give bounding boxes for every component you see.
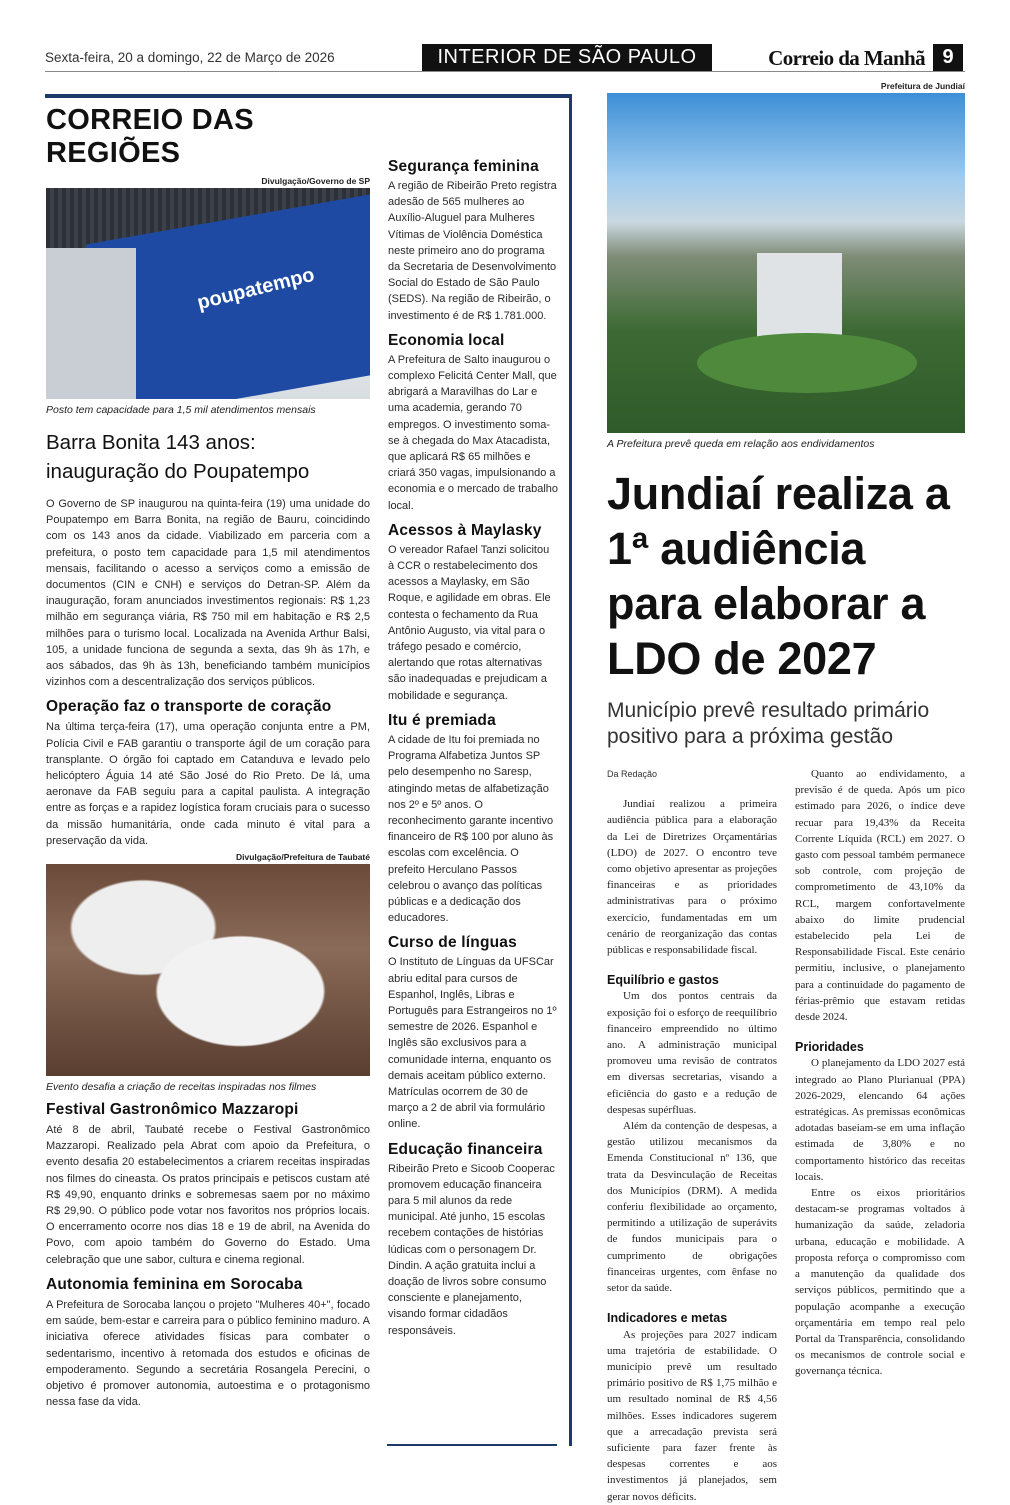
subheadline: Município prevê resultado primário positivo para a próxima gestão [607, 699, 930, 748]
brief-title: Segurança feminina [388, 158, 539, 175]
article-body: O Governo de SP inaugurou na quinta-feira (19) uma unidade do Poupatempo em Barra Bonita, na região de Bauru, coincidindo com os 143 anos da cidade. Viabilizado em parceria com a prefeitura, o posto tem capacidade para 1,5 mil atendimentos mensais, facilitando o acesso a serviços como a emissão de documentos (CIN e CNH) e serviços do Detran-SP. Além da inauguração, foram anunciados investimentos regionais: R$ 1,23 milhão em segurança viária, R$ 750 mil em habitação e R$ 2,5 milhões para o turismo local. Localizada na Avenida Arthur Balsi, 105, a unidade funciona de segunda a sexta, das 9h às 17h, e aos sábados, das 9h às 13h, beneficiando também municípios vizinhos com a descentralização dos serviços públicos. [46, 498, 370, 689]
brief [388, 934, 558, 1132]
article-body: Na última terça-feira (17), uma operação conjunta entre a PM, Polícia Civil e FAB garantiu o transporte ágil de um coração para transplante. O órgão foi captado em Catanduva e levado pelo helicóptero Águia 14 até São José do Rio Preto. De lá, uma aeronave da FAB seguiu para a capital paulista. A integração entre as forças e a rapidez logística foram cruciais para o sucesso da missão humanitária, onde cada minuto é vital para a preservação da vida. [46, 721, 370, 847]
subheading: Prioridades [795, 1040, 864, 1055]
article-title: Festival Gastronômico Mazzaropi [46, 1101, 299, 1119]
frame-top-rule [45, 94, 572, 98]
brief-body: A região de Ribeirão Preto registra adesão de 565 mulheres ao Auxílio-Aluguel para Mulheres Vítimas de Violência Doméstica neste primeiro ano do programa da Secretaria de Desenvolvimento Social do Estado de São Paulo (SEDS). Na região de Ribeirão, o investimento é de R$ 1.781.000. [388, 180, 557, 322]
newspaper-logo: Correio da Manhã [768, 46, 925, 70]
headline: Jundiaí realiza a 1ª audiência para elaborar a LDO de 2027 [607, 468, 950, 684]
left-column [46, 104, 370, 1410]
photo-caption: Posto tem capacidade para 1,5 mil atendimentos mensais [46, 404, 316, 416]
article-body: A Prefeitura de Sorocaba lançou o projeto "Mulheres 40+", focado em saúde, bem-estar e carreira para o público feminino maduro. A iniciativa oferece atividades físicas para combater o sedentarismo, incentivo à retomada dos estudos e oficinas de empoderamento. Segundo a secretária Rosangela Perecini, o objetivo é promover autonomia, autoestima e o protagonismo nessa fase da vida. [46, 1298, 370, 1409]
article-body: Até 8 de abril, Taubaté recebe o Festival Gastronômico Mazzaropi. Realizado pela Abrat com apoio da Prefeitura, o evento desafia 20 estabelecimentos a criarem receitas inspiradas nos filmes do cineasta. Os pratos principais e petiscos custam até R$ 49,90, enquanto drinks e sobremesas saem por no máximo R$ 29,90. O público pode votar nos favoritos nos próprios locais. O encerramento ocorre nos dias 18 e 19 de abril, na Avenida do Povo, com apoio também do Governo do Estado. Uma celebração que une sabor, cultura e cinema regional. [46, 1124, 370, 1266]
brief-title: Economia local [388, 331, 505, 349]
paragraph: O planejamento da LDO 2027 está integrado ao Plano Plurianual (PPA) 2026-2029, elencando 64 ações estratégicas. As premissas econômicas adotadas baseiam-se em uma inflação estimada de 3,80% e no comportamento histórico das receitas locais. [795, 1057, 965, 1183]
section-title: CORREIO DAS REGIÕES [46, 104, 254, 169]
issue-date: Sexta-feira, 20 a domingo, 22 de Março de 2026 [45, 50, 335, 65]
briefs-column [388, 150, 558, 1339]
photo-caption: Evento desafia a criação de receitas inspiradas nos filmes [46, 1081, 317, 1094]
paragraph: Jundiaí realizou a primeira audiência pública para a elaboração da Lei de Diretrizes Orçamentárias (LDO) de 2027. O encontro teve como objetivo apresentar as projeções financeiras e as prioridades administrativas para o próximo exercício, fundamentadas em um cenário de reorganização das contas públicas e responsabilidade fiscal. [607, 798, 777, 957]
jundiai-aerial-photo [607, 93, 965, 433]
paragraph: Um dos pontos centrais da exposição foi o esforço de reequilíbrio financeiro empreendido no último ano. A administração municipal promoveu uma revisão de contratos em diversas secretarias, visando a eficiência do gasto e a redução de despesas supérfluas. [607, 990, 777, 1116]
brief-body: A cidade de Itu foi premiada no Programa Alfabetiza Juntos SP pelo desempenho no Saresp, atingindo metas de alfabetização nos 2º e 5º anos. O reconhecimento garante incentivo financeiro de R$ 100 por aluno às escolas com excelência. O prefeito Herculano Passos celebrou o avanço das políticas públicas e a dedicação dos educadores. [388, 733, 554, 925]
lead-article [607, 81, 965, 1505]
brief-title: Curso de línguas [388, 934, 517, 952]
poupatempo-sign: poupatempo [195, 263, 317, 315]
brief [388, 712, 558, 926]
article-column-2 [795, 766, 965, 1505]
paragraph: Entre os eixos prioritários destacam-se programas voltados à humanização da saúde, zeladoria urbana, educação e mobilidade. A proposta reforça o compromisso com a manutenção da qualidade dos serviços públicos, permitindo que a população acompanhe a execução orçamentária em tempo real pelo Portal da Transparência, consolidando os mecanismos de controle social e governança técnica. [795, 1187, 965, 1378]
photo-credit: Prefeitura de Jundiaí [880, 81, 965, 91]
brief-body: A Prefeitura de Salto inaugurou o complexo Felicitá Center Mall, que abrigará a Maravilhas do Lar e uma academia, gerando 70 empregos. O investimento soma-se à chegada do Max Atacadista, que aplicará R$ 65 milhões e criará 350 vagas, impulsionando a economia e o mercado de trabalho local. [388, 353, 558, 512]
gastronomy-photo [46, 864, 370, 1076]
brief [388, 522, 558, 704]
subheading: Equilíbrio e gastos [607, 973, 719, 988]
article-title: Autonomia feminina em Sorocaba [46, 1275, 303, 1293]
paragraph: As projeções para 2027 indicam uma trajetória de estabilidade. O município prevê um resultado primário positivo de R$ 1,75 milhão e um resultado nominal de R$ 4,56 milhões. Esses indicadores sugerem que a arrecadação prevista será suficiente para fazer frente às despesas correntes e aos investimentos já planejados, sem gerar novos déficits. [607, 1328, 777, 1503]
photo-caption: A Prefeitura prevê queda em relação aos endividamentos [607, 438, 875, 450]
photo-credit: Divulgação/Prefeitura de Taubaté [236, 852, 370, 863]
brief-body: Ribeirão Preto e Sicoob Cooperac promovem educação financeira para 5 mil alunos da rede municipal. Até junho, 15 escolas recebem contações de histórias lúdicas com o personagem Dr. Dindin. A ação gratuita inclui a doação de livros sobre consumo consciente e planejamento, visando formar cidadãos responsáveis. [388, 1162, 555, 1337]
article-column-1 [607, 766, 777, 1505]
brief [388, 1141, 558, 1339]
frame-right-rule [569, 94, 572, 1446]
section-banner: INTERIOR DE SÃO PAULO [422, 44, 712, 71]
brief-body: O Instituto de Línguas da UFSCar abriu edital para cursos de Espanhol, Inglês, Libras e Português para Estrangeiros no 1º semestre de 2026. Espanhol e Inglês são exclusivos para a comunidade interna, enquanto os demais aceitam público externo. Matrículas ocorrem de 30 de março a 2 de abril via formulário online. [388, 956, 557, 1131]
brief [388, 158, 558, 324]
frame-bottom-rule [387, 1444, 557, 1446]
brief-title: Educação financeira [388, 1140, 543, 1158]
brief [388, 332, 558, 514]
article-title: Barra Bonita 143 anos: inauguração do Poupatempo [46, 431, 310, 483]
header-divider [45, 71, 965, 72]
brief-title: Acessos à Maylasky [388, 521, 542, 539]
subheading: Indicadores e metas [607, 1311, 728, 1326]
article-columns [607, 766, 965, 1505]
page-number: 9 [933, 44, 963, 71]
article-title: Operação faz o transporte de coração [46, 698, 332, 716]
photo-credit: Divulgação/Governo de SP [261, 176, 370, 186]
paragraph: Quanto ao endividamento, a previsão é de queda. Após um pico estimado para 2026, o índice deve recuar para 19,43% da Receita Corrente Líquida (RCL) em 2027. O gasto com pessoal também permanece sob controle, com projeção de comprometimento de 43,10% da RCL, margem confortavelmente abaixo do limite prudencial estabelecido pela Lei de Responsabilidade Fiscal. Este cenário permitiu, inclusive, o planejamento para a continuidade do pagamento de férias-prêmio que estavam retidas desde 2024. [795, 768, 965, 1024]
paragraph: Além da contenção de despesas, a gestão utilizou mecanismos da Emenda Constitucional nº 136, que trata da Desvinculação de Receitas dos Municípios (DRM). A medida conferiu flexibilidade ao orçamento, permitindo a utilização de superávits de fundos municipais para o cumprimento de obrigações financeiras urgentes, com ênfase no setor da saúde. [607, 1120, 777, 1295]
byline: Da Redação [607, 769, 658, 779]
brief-title: Itu é premiada [388, 711, 496, 729]
brief-body: O vereador Rafael Tanzi solicitou à CCR o restabelecimento dos acessos a Maylasky, em São Roque, e agilidade em obras. Ele contesta o fechamento da Rua Antônio Augusto, via vital para o tráfego pesado e comércio, alertando que rotas alternativas são inadequadas e prejudicam a mobilidade e segurança. [388, 543, 551, 702]
poupatempo-photo [46, 188, 370, 399]
